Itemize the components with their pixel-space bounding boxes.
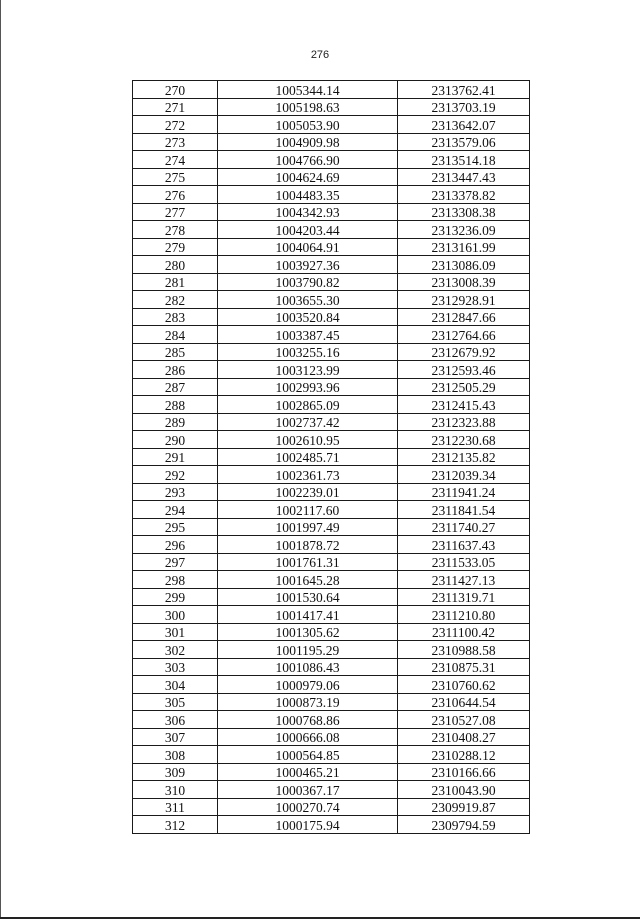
table-row [133,693,530,711]
x-coordinate-cell: 1004483.35 [218,186,398,204]
table-row [133,816,530,834]
table-row [133,431,530,449]
x-coordinate-cell: 1000873.19 [218,693,398,711]
x-coordinate-cell: 1002239.01 [218,483,398,501]
x-coordinate-cell: 1004064.91 [218,238,398,256]
x-coordinate-cell: 1000465.21 [218,763,398,781]
y-coordinate-cell: 2312230.68 [398,431,530,449]
table-row [133,606,530,624]
coordinate-table [132,80,530,834]
table-row [133,221,530,239]
table-row [133,466,530,484]
y-coordinate-cell: 2311533.05 [398,553,530,571]
point-number-cell: 306 [133,711,218,729]
y-coordinate-cell: 2310988.58 [398,641,530,659]
y-coordinate-cell: 2313579.06 [398,133,530,151]
point-number-cell: 299 [133,588,218,606]
table-row [133,448,530,466]
y-coordinate-cell: 2310043.90 [398,781,530,799]
x-coordinate-cell: 1004203.44 [218,221,398,239]
point-number-cell: 270 [133,81,218,99]
table-row [133,798,530,816]
x-coordinate-cell: 1002993.96 [218,378,398,396]
point-number-cell: 292 [133,466,218,484]
table-row [133,116,530,134]
y-coordinate-cell: 2312505.29 [398,378,530,396]
table-row [133,536,530,554]
x-coordinate-cell: 1000270.74 [218,798,398,816]
point-number-cell: 297 [133,553,218,571]
point-number-cell: 274 [133,151,218,169]
y-coordinate-cell: 2310760.62 [398,676,530,694]
table-row [133,676,530,694]
point-number-cell: 304 [133,676,218,694]
point-number-cell: 300 [133,606,218,624]
x-coordinate-cell: 1003387.45 [218,326,398,344]
point-number-cell: 289 [133,413,218,431]
x-coordinate-cell: 1001195.29 [218,641,398,659]
x-coordinate-cell: 1001305.62 [218,623,398,641]
y-coordinate-cell: 2313447.43 [398,168,530,186]
table-row [133,553,530,571]
point-number-cell: 290 [133,431,218,449]
y-coordinate-cell: 2311841.54 [398,501,530,519]
point-number-cell: 296 [133,536,218,554]
y-coordinate-cell: 2310527.08 [398,711,530,729]
y-coordinate-cell: 2311210.80 [398,606,530,624]
table-row [133,133,530,151]
y-coordinate-cell: 2313378.82 [398,186,530,204]
point-number-cell: 293 [133,483,218,501]
point-number-cell: 287 [133,378,218,396]
x-coordinate-cell: 1004342.93 [218,203,398,221]
table-row [133,483,530,501]
y-coordinate-cell: 2310166.66 [398,763,530,781]
x-coordinate-cell: 1001417.41 [218,606,398,624]
y-coordinate-cell: 2313086.09 [398,256,530,274]
point-number-cell: 277 [133,203,218,221]
table-row [133,81,530,99]
y-coordinate-cell: 2311637.43 [398,536,530,554]
table-row [133,203,530,221]
y-coordinate-cell: 2313514.18 [398,151,530,169]
table-row [133,151,530,169]
table-row [133,186,530,204]
y-coordinate-cell: 2311100.42 [398,623,530,641]
x-coordinate-cell: 1002485.71 [218,448,398,466]
y-coordinate-cell: 2311427.13 [398,571,530,589]
x-coordinate-cell: 1003255.16 [218,343,398,361]
point-number-cell: 294 [133,501,218,519]
x-coordinate-cell: 1001997.49 [218,518,398,536]
x-coordinate-cell: 1001878.72 [218,536,398,554]
table-row [133,588,530,606]
x-coordinate-cell: 1005344.14 [218,81,398,99]
x-coordinate-cell: 1002610.95 [218,431,398,449]
x-coordinate-cell: 1002737.42 [218,413,398,431]
y-coordinate-cell: 2310644.54 [398,693,530,711]
table-row [133,711,530,729]
x-coordinate-cell: 1003790.82 [218,273,398,291]
y-coordinate-cell: 2312928.91 [398,291,530,309]
table-row [133,396,530,414]
x-coordinate-cell: 1003520.84 [218,308,398,326]
table-row [133,168,530,186]
y-coordinate-cell: 2313008.39 [398,273,530,291]
y-coordinate-cell: 2312135.82 [398,448,530,466]
coordinate-table-body [133,81,530,834]
x-coordinate-cell: 1000367.17 [218,781,398,799]
table-row [133,378,530,396]
x-coordinate-cell: 1001530.64 [218,588,398,606]
y-coordinate-cell: 2312847.66 [398,308,530,326]
y-coordinate-cell: 2313642.07 [398,116,530,134]
y-coordinate-cell: 2313308.38 [398,203,530,221]
y-coordinate-cell: 2310408.27 [398,728,530,746]
table-row [133,273,530,291]
x-coordinate-cell: 1001086.43 [218,658,398,676]
point-number-cell: 275 [133,168,218,186]
table-row [133,291,530,309]
point-number-cell: 280 [133,256,218,274]
y-coordinate-cell: 2313703.19 [398,98,530,116]
table-row [133,763,530,781]
y-coordinate-cell: 2312764.66 [398,326,530,344]
y-coordinate-cell: 2313161.99 [398,238,530,256]
y-coordinate-cell: 2313236.09 [398,221,530,239]
y-coordinate-cell: 2312323.88 [398,413,530,431]
point-number-cell: 272 [133,116,218,134]
point-number-cell: 310 [133,781,218,799]
table-row [133,238,530,256]
x-coordinate-cell: 1003927.36 [218,256,398,274]
x-coordinate-cell: 1004624.69 [218,168,398,186]
x-coordinate-cell: 1005053.90 [218,116,398,134]
table-row [133,308,530,326]
table-row [133,781,530,799]
point-number-cell: 283 [133,308,218,326]
table-row [133,658,530,676]
y-coordinate-cell: 2311941.24 [398,483,530,501]
y-coordinate-cell: 2311319.71 [398,588,530,606]
table-row [133,571,530,589]
point-number-cell: 307 [133,728,218,746]
x-coordinate-cell: 1005198.63 [218,98,398,116]
y-coordinate-cell: 2312039.34 [398,466,530,484]
y-coordinate-cell: 2313762.41 [398,81,530,99]
table-row [133,728,530,746]
point-number-cell: 305 [133,693,218,711]
x-coordinate-cell: 1000768.86 [218,711,398,729]
point-number-cell: 302 [133,641,218,659]
point-number-cell: 282 [133,291,218,309]
x-coordinate-cell: 1001645.28 [218,571,398,589]
point-number-cell: 295 [133,518,218,536]
y-coordinate-cell: 2311740.27 [398,518,530,536]
table-row [133,746,530,764]
point-number-cell: 271 [133,98,218,116]
point-number-cell: 281 [133,273,218,291]
x-coordinate-cell: 1004909.98 [218,133,398,151]
table-row [133,501,530,519]
point-number-cell: 312 [133,816,218,834]
table-row [133,343,530,361]
y-coordinate-cell: 2312679.92 [398,343,530,361]
point-number-cell: 301 [133,623,218,641]
table-row [133,641,530,659]
table-row [133,361,530,379]
y-coordinate-cell: 2309919.87 [398,798,530,816]
point-number-cell: 273 [133,133,218,151]
table-row [133,623,530,641]
y-coordinate-cell: 2310288.12 [398,746,530,764]
page-left-edge [0,0,1,919]
table-row [133,256,530,274]
table-row [133,326,530,344]
x-coordinate-cell: 1000175.94 [218,816,398,834]
point-number-cell: 285 [133,343,218,361]
point-number-cell: 291 [133,448,218,466]
point-number-cell: 298 [133,571,218,589]
x-coordinate-cell: 1000666.08 [218,728,398,746]
point-number-cell: 311 [133,798,218,816]
x-coordinate-cell: 1001761.31 [218,553,398,571]
point-number-cell: 303 [133,658,218,676]
point-number-cell: 278 [133,221,218,239]
x-coordinate-cell: 1000979.06 [218,676,398,694]
point-number-cell: 276 [133,186,218,204]
table-row [133,413,530,431]
x-coordinate-cell: 1002361.73 [218,466,398,484]
point-number-cell: 288 [133,396,218,414]
y-coordinate-cell: 2310875.31 [398,658,530,676]
point-number-cell: 286 [133,361,218,379]
table-row [133,518,530,536]
point-number-cell: 308 [133,746,218,764]
x-coordinate-cell: 1002117.60 [218,501,398,519]
y-coordinate-cell: 2312593.46 [398,361,530,379]
page-number: 276 [310,49,330,61]
y-coordinate-cell: 2312415.43 [398,396,530,414]
table-row [133,98,530,116]
point-number-cell: 279 [133,238,218,256]
x-coordinate-cell: 1004766.90 [218,151,398,169]
x-coordinate-cell: 1003123.99 [218,361,398,379]
x-coordinate-cell: 1003655.30 [218,291,398,309]
x-coordinate-cell: 1002865.09 [218,396,398,414]
x-coordinate-cell: 1000564.85 [218,746,398,764]
point-number-cell: 309 [133,763,218,781]
y-coordinate-cell: 2309794.59 [398,816,530,834]
point-number-cell: 284 [133,326,218,344]
